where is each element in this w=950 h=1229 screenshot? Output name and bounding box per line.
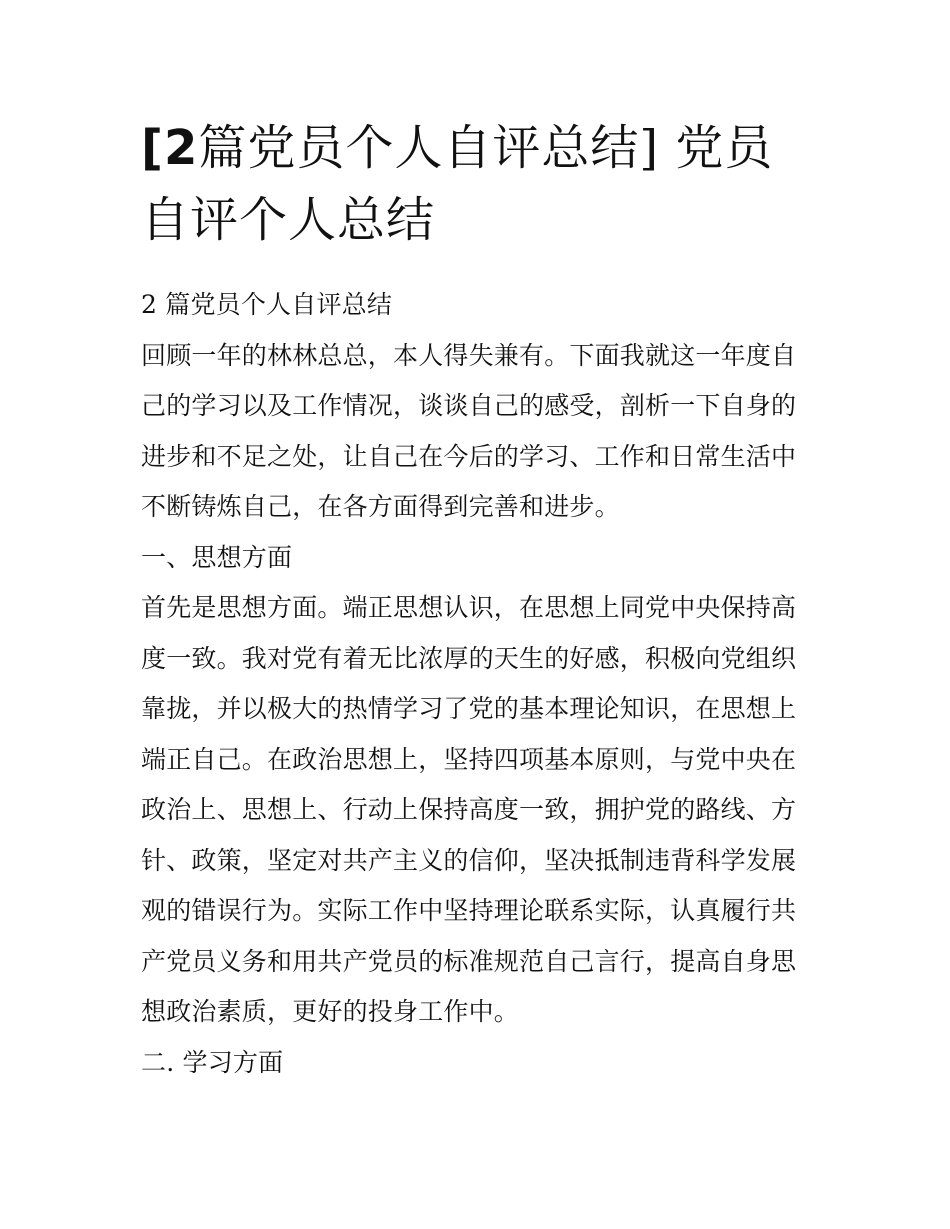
paragraph-thought: 首先是思想方面。端正思想认识，在思想上同党中央保持高度一致。我对党有着无比浓厚的天生的好感，积极向党组织靠拢，并以极大的热情学习了党的基本理论知识，在思想上端正自己。在政治思想上，坚持四项基本原则，与党中央在政治上、思想上、行动上保持高度一致，拥护党的路线、方针、政策，坚定对共产主义的信仰，坚决抵制违背科学发展观的错误行为。实际工作中坚持理论联系实际，认真履行共产党员义务和用共产党员的标准规范自己言行，提高自身思想政治素质，更好的投身工作中。 — [141, 593, 797, 1026]
document-title — [141, 112, 821, 256]
section-heading-study: 二. 学习方面 — [141, 1047, 284, 1077]
title-lead: [2 — [141, 120, 199, 176]
section-heading-thought: 一、思想方面 — [141, 542, 293, 572]
title-rest: 篇党员个人自评总结] 党员自评个人总结 — [141, 120, 774, 248]
document-body — [141, 280, 821, 1088]
paragraph-intro: 回顾一年的林林总总，本人得失兼有。下面我就这一年度自己的学习以及工作情况，谈谈自己的感受，剖析一下自身的进步和不足之处，让自己在今后的学习、工作和日常生活中不断铸炼自己，在各方面得到完善和进步。 — [141, 340, 797, 521]
subtitle-line: 2 篇党员个人自评总结 — [141, 290, 393, 319]
